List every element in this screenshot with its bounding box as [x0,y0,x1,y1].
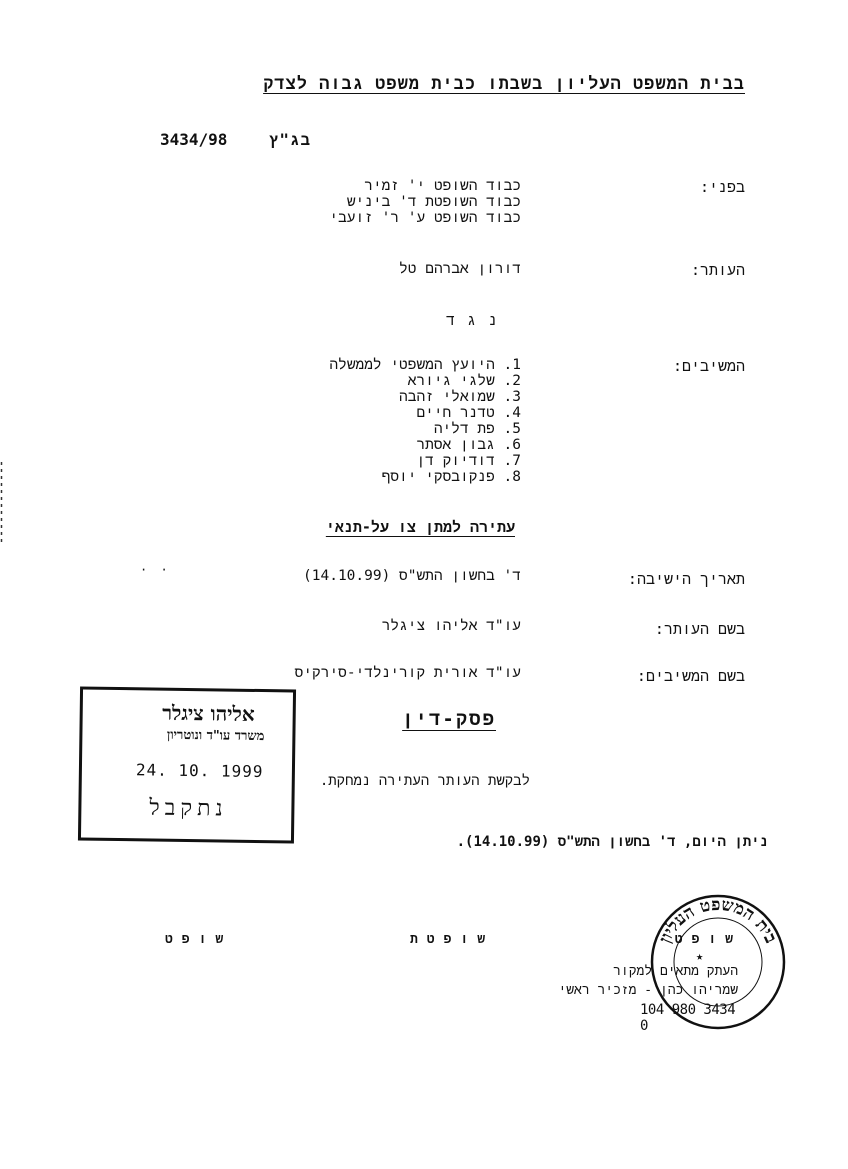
clerk-line-2: שמריהו כהן - מזכיר ראשי [558,983,738,998]
respondent-item: 7. דודיוק דן [416,453,521,469]
verdict-title: פסק-דין [402,708,496,730]
case-number: 3434/98 [160,130,228,149]
respondent-item: 5. פת דליה [433,421,521,437]
respondents-list [329,357,521,485]
judge-name: כבוד השופט י' זמיר [364,178,521,194]
scan-edge-mark [0,462,3,542]
respondent-item: 4. טדנר חיים [416,405,521,421]
judge-name: כבוד השופטת ד' ביניש [346,194,521,210]
counsel-petitioner-value: עו"ד אליהו ציגלר [381,618,521,634]
svg-text:★: ★ [696,949,704,963]
hearing-date-value: ד' בחשון התש"ס (14.10.99) [303,568,521,584]
clerk-line-1: העתק מתאים למקור [613,964,738,979]
stray-marks: · · [140,563,171,577]
counsel-respondents-label: בשם המשיבים: [636,667,745,685]
signature-left: שופט [165,932,233,947]
respondent-item: 2. שלגי גיורא [407,373,521,389]
hearing-date-label: תאריך הישיבה: [627,570,745,588]
case-number-line [160,130,311,150]
counsel-respondents-value: עו"ד אורית קורינלדי-סירקיס [294,665,521,681]
stamp-office: משרד עו"ד ונוטריון [166,727,265,745]
seal-text: בית המשפט העליון [655,894,781,947]
verdict-text: לבקשת העותר העתירה נמחקת. [319,773,530,789]
respondent-item: 8. פנקובסקי יוסף [381,469,521,485]
given-date: ניתן היום, ד' בחשון התש"ס (14.10.99). [456,834,768,850]
bench-label: בפני: [699,178,745,196]
judges-list [329,178,521,226]
respondent-item: 1. היועץ המשפטי לממשלה [329,357,521,373]
case-type-label: בג"ץ [268,130,312,149]
respondents-label: המשיבים: [672,357,745,375]
stamp-received: נתקבל [149,795,228,822]
respondent-item: 3. שמואלי זהבה [399,389,521,405]
clerk-reference: 104 980 3434 0 [640,1002,736,1034]
received-stamp [78,686,296,843]
court-heading: בבית המשפט העליון בשבתו כבית משפט גבוה לצדק [263,74,745,94]
motion-title: עתירה למתן צו על-תנאי [325,518,515,536]
versus-label: נגד [445,311,509,329]
petitioner-name: דורון אברהם טל [399,261,521,277]
stamp-name: אליהו ציגלר [162,700,255,726]
judge-name: כבוד השופט ע' ר' זועבי [329,210,521,226]
petitioner-label: העותר: [690,261,745,279]
respondent-item: 6. גבון אסתר [416,437,521,453]
stamp-date: 24. 10. 1999 [135,760,264,782]
signature-right: שופט [674,932,742,947]
signature-middle: שופטת [410,932,495,947]
counsel-petitioner-label: בשם העותר: [654,620,745,638]
